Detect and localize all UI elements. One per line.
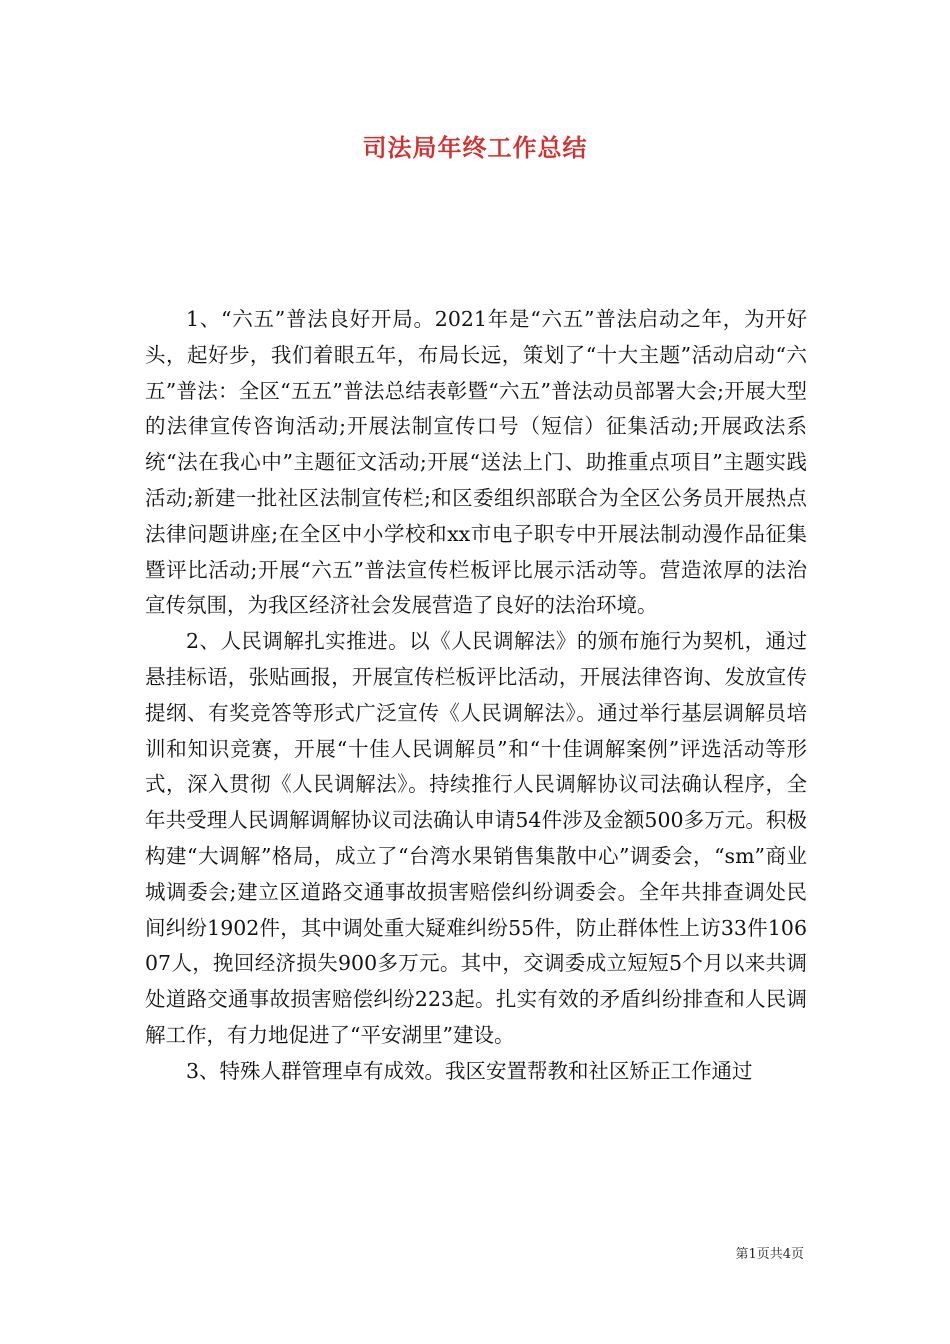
paragraph-3: 3、特殊人群管理卓有成效。我区安置帮教和社区矫正工作通过 [186,1058,753,1083]
document-title: 司法局年终工作总结 [362,134,588,162]
paragraph-2: 2、人民调解扎实推进。以《人民调解法》的颁布施行为契机，通过悬挂标语，张贴画报，开展宣传栏板评比活动，开展法律咨询、发放宣传提纲、有奖竞答等形式广泛宣传《人民调解法》。通过举行基层调解员培训和知识竞赛，开展“十佳人民调解员”和“十佳调解案例”评选活动等形式，深入贯彻《人民调解法》。持续推行人民调解协议司法确认程序，全年共受理人民调解调解协议司法确认申请54件涉及金额500多万元。积极构建“大调解”格局，成立了“台湾水果销售集散中心”调委会，“sm”商业城调委会;建立区道路交通事故损害赔偿纠纷调委会。全年共排查调处民间纠纷1902件，其中调处重大疑难纠纷55件，防止群体性上访33件10607人，挽回经济损失900多万元。其中，交调委成立短短5个月以来共调处道路交通事故损害赔偿纠纷223起。扎实有效的矛盾纠纷排查和人民调解工作，有力地促进了“平安湖里”建设。 [145,629,807,1047]
paragraph-1: 1、“六五”普法良好开局。2021年是“六五”普法启动之年，为开好头，起好步，我们着眼五年，布局长远，策划了“十大主题”活动启动“六五”普法：全区“五五”普法总结表彰暨“六五”普法动员部署大会;开展大型的法律宣传咨询活动;开展法制宣传口号（短信）征集活动;开展政法系统“法在我心中”主题征文活动;开展“送法上门、助推重点项目”主题实践活动;新建一批社区法制宣传栏;和区委组织部联合为全区公务员开展热点法律问题讲座;在全区中小学校和xx市电子职专中开展法制动漫作品征集暨评比活动;开展“六五”普法宣传栏板评比展示活动等。营造浓厚的法治宣传氛围，为我区经济社会发展营造了良好的法治环境。 [145,307,807,618]
document-body [145,302,807,1090]
page-number-footer: 第1页共4页 [735,1247,804,1262]
